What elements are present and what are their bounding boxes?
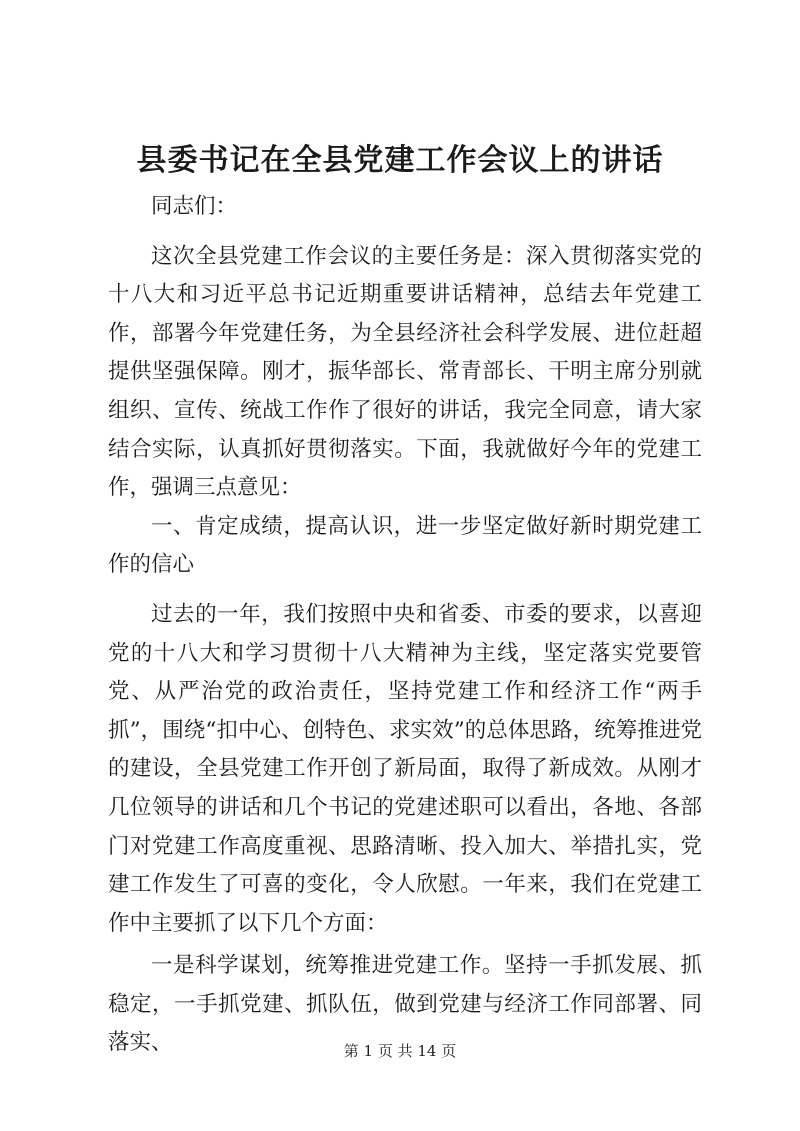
point-one-paragraph: 一是科学谋划，统筹推进党建工作。坚持一手抓发展、抓稳定，一手抓党建、抓队伍，做到党建与经济工作同部署、同落实、 — [108, 953, 702, 1056]
section-heading-paragraph: 一、肯定成绩，提高认识，进一步坚定做好新时期党建工作的信心 — [108, 513, 702, 578]
intro-paragraph: 这次全县党建工作会议的主要任务是：深入贯彻落实党的十八大和习近平总书记近期重要讲话精神，总结去年党建工作，部署今年党建任务，为全县经济社会科学发展、进位赶超提供坚强保障。刚才，振华部长、常青部长、干明主席分别就组织、宣传、统战工作作了很好的讲话，我完全同意，请大家结合实际，认真抓好贯彻落实。下面，我就做好今年的党建工作，强调三点意见： — [108, 243, 702, 501]
page-footer: 第 1 页 共 14 页 — [343, 1042, 457, 1060]
document-title: 县委书记在全县党建工作会议上的讲话 — [136, 143, 664, 178]
document-body — [108, 188, 702, 1063]
review-paragraph: 过去的一年，我们按照中央和省委、市委的要求，以喜迎党的十八大和学习贯彻十八大精神为主线，坚定落实党要管党、从严治党的政治责任，坚持党建工作和经济工作“两手抓”，围绕“扣中心、创特色、求实效”的总体思路，统筹推进党的建设，全县党建工作开创了新局面，取得了新成效。从刚才几位领导的讲话和几个书记的党建述职可以看出，各地、各部门对党建工作高度重视、思路清晰、投入加大、举措扎实，党建工作发生了可喜的变化，令人欣慰。一年来，我们在党建工作中主要抓了以下几个方面： — [108, 601, 702, 936]
salutation-paragraph: 同志们： — [151, 194, 238, 219]
